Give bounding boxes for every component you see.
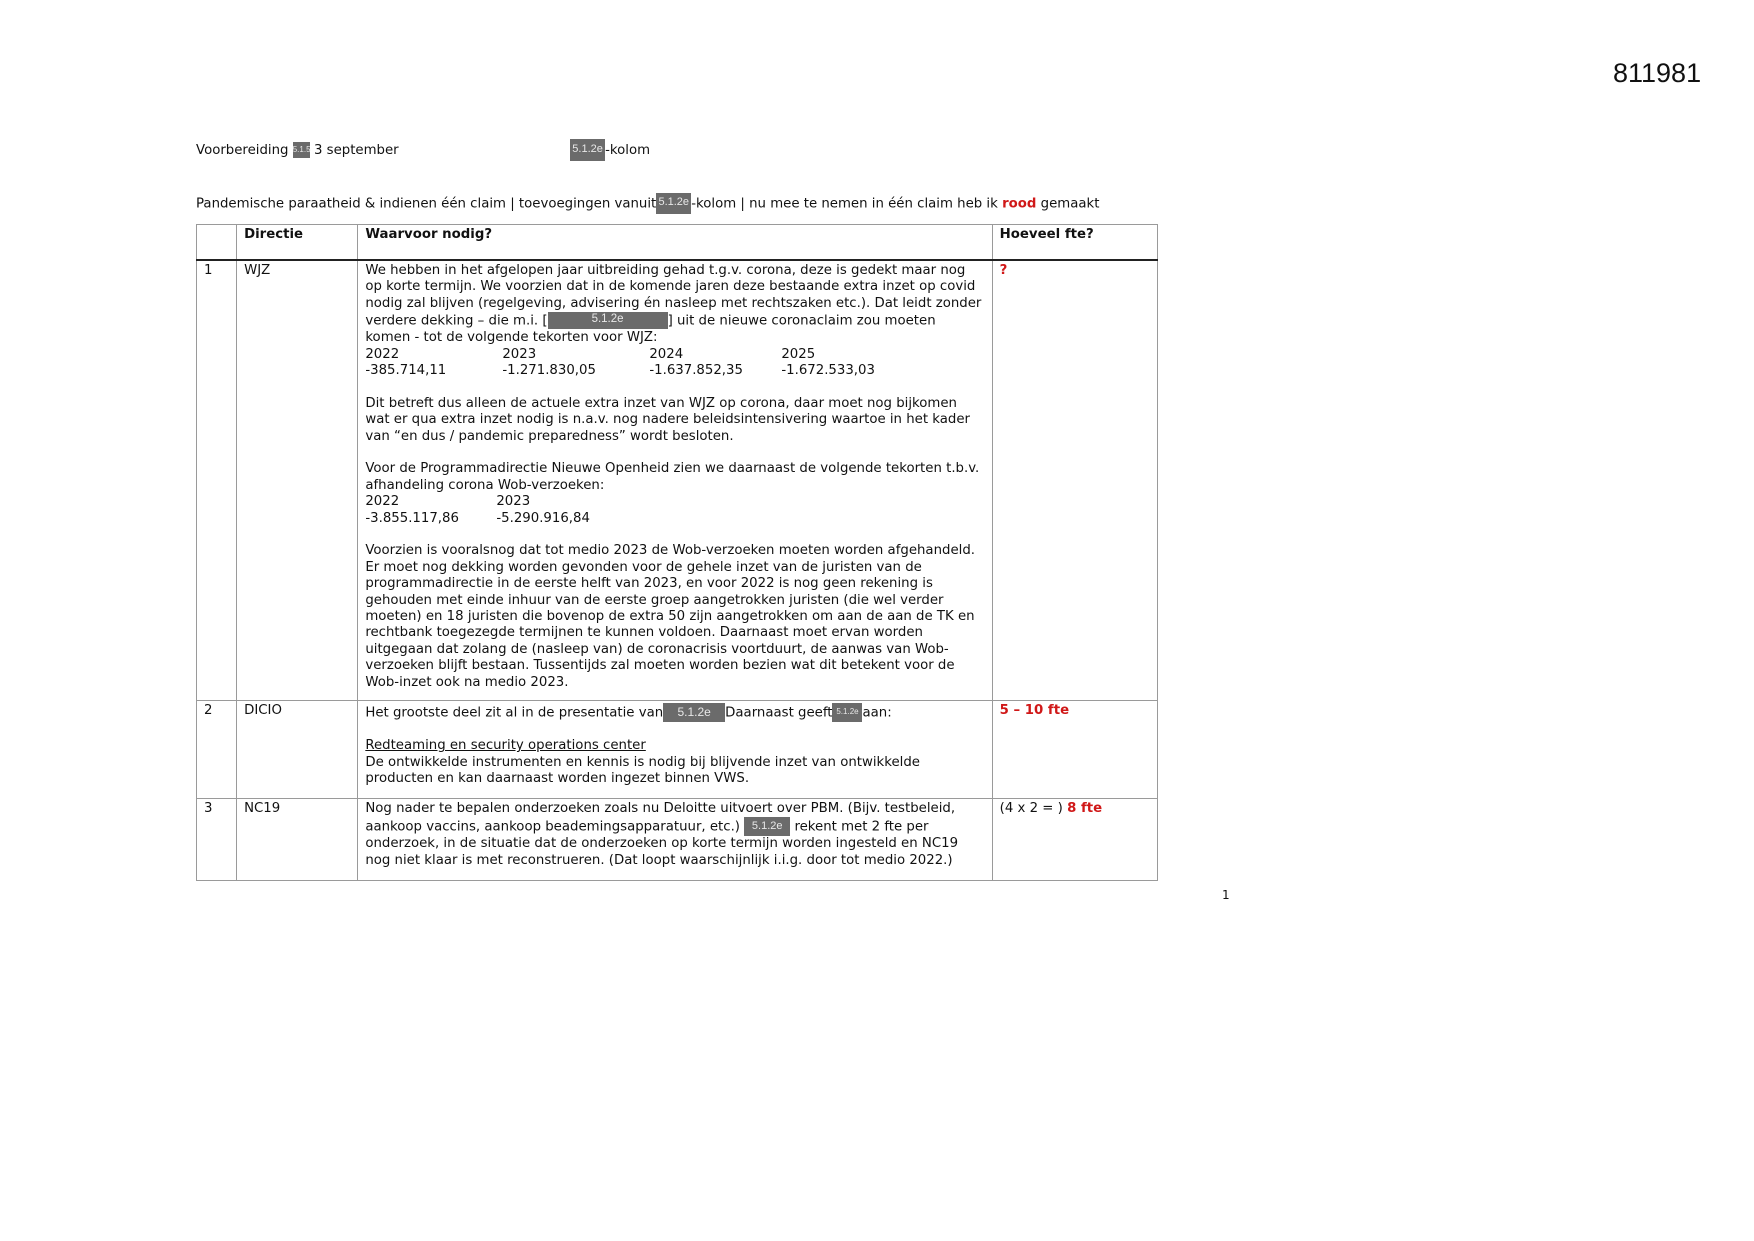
paragraph: Dit betreft dus alleen de actuele extra inzet van WJZ op corona, daar moet nog bijkomen wat er qua extra inzet nodig is n.a.v. nog nadere beleidsintensivering waartoe in het kader van “en dus / pandemic preparedness” wordt besloten.	[365, 395, 970, 444]
header-waarvoor-nodig: Waarvoor nodig?	[358, 225, 992, 261]
row-directie: NC19	[237, 799, 358, 881]
row-fte	[992, 701, 1157, 799]
document-title-line	[196, 139, 650, 161]
redaction-block: 5.1.2e	[663, 703, 725, 722]
row-number: 3	[197, 799, 237, 881]
row-fte	[992, 799, 1157, 881]
paragraph: Voor de Programmadirectie Nieuwe Openheid zien we daarnaast de volgende tekorten t.b.v. afhandeling corona Wob-verzoeken: 2022 2023 -3.855.117,86 -5.290.916,84	[365, 461, 984, 527]
header-hoeveel-fte: Hoeveel fte?	[992, 225, 1157, 261]
row-description: Nog nader te bepalen onderzoeken zoals nu Deloitte uitvoert over PBM. (Bijv. testbeleid, aankoop vaccins, aankoop beademingsapparatuur, etc.) 5.1.2e rekent met 2 fte per onderzoek, in de situatie dat de onderzoeken op korte termijn worden ingesteld en NC19 nog niet klaar is met reconstrueren. (Dat loopt waarschijnlijk i.i.g. door tot medio 2022.)	[358, 799, 992, 881]
header-directie: Directie	[237, 225, 358, 261]
page-number: 1	[1222, 888, 1230, 902]
row-directie: DICIO	[237, 701, 358, 799]
table-header-row	[197, 225, 1158, 261]
fte-value: 5 – 10 fte	[999, 703, 1070, 718]
redaction-block: 5.1.2e	[570, 139, 605, 161]
subheading: Redteaming en security operations center	[365, 738, 646, 754]
row-directie: WJZ	[237, 260, 358, 701]
document-id: 811981	[1613, 58, 1702, 88]
redaction-block: 5.1.2e	[744, 817, 790, 836]
subtitle-middle: -kolom | nu mee te nemen in één claim heb ik	[691, 196, 998, 212]
redaction-block: 5.1.2e	[656, 193, 691, 214]
title-suffix: -kolom	[605, 143, 651, 158]
claims-table	[196, 224, 1158, 881]
row-number: 2	[197, 701, 237, 799]
wob-shortfall-years: 2022 2023 -3.855.117,86 -5.290.916,84	[365, 494, 590, 526]
table-row	[197, 799, 1158, 881]
subtitle-suffix: gemaakt	[1040, 196, 1100, 212]
row-description	[358, 701, 992, 799]
table-row	[197, 701, 1158, 799]
title-date: 3 september	[313, 143, 399, 158]
row-description	[358, 260, 992, 701]
redaction-block: 5.1.2e	[832, 703, 862, 722]
paragraph: Het grootste deel zit al in de presentatie van 5.1.2e Daarnaast geeft 5.1.2e aan:	[365, 705, 892, 721]
title-prefix: Voorbereiding	[196, 143, 289, 158]
wjz-shortfall-years: 2022 2023 2024 2025 -385.714,11 -1.271.830,05 -1.637.852,35 -1.672.533,03	[365, 346, 875, 378]
subtitle-prefix: Pandemische paraatheid & indienen één claim | toevoegingen vanuit	[196, 196, 657, 212]
row-fte	[992, 260, 1157, 701]
redaction-block: 5.1.2e	[548, 312, 668, 329]
header-nr	[197, 225, 237, 261]
fte-calculation: (4 x 2 = )	[999, 801, 1063, 816]
highlight-rood: rood	[1002, 196, 1037, 212]
fte-value: ?	[999, 263, 1008, 278]
redaction-block: 5.1.5	[293, 142, 310, 158]
paragraph: We hebben in het afgelopen jaar uitbreiding gehad t.g.v. corona, deze is gedekt maar nog op korte termijn. We voorzien dat in de komende jaren deze bestaande extra inzet op covid nodig zal blijven (regelgeving, advisering én nasleep met rechtszaken etc.). Dat leidt zonder verdere dekking – die m.i. [ 5.1.2e ] uit de nieuwe coronaclaim zou moeten komen - tot de volgende tekorten voor WJZ: 2022 2023 2024 2025 -385.714,11 -1.271.830,05 -1.637.852,35 -1.672.533,03	[365, 263, 984, 379]
paragraph: Redteaming en security operations center De ontwikkelde instrumenten en kennis is nodig bij blijvende inzet van ontwikkelde producten en kan daarnaast worden ingezet binnen VWS.	[365, 738, 984, 787]
document-subtitle-line	[196, 193, 1099, 215]
table-row	[197, 260, 1158, 701]
paragraph: Voorzien is vooralsnog dat tot medio 2023 de Wob-verzoeken moeten worden afgehandeld. Er moet nog dekking worden gevonden voor de gehele inzet van de juristen van de programmadirectie in de eerste helft van 2023, en voor 2022 is nog geen rekening is gehouden met einde inhuur van de eerste groep aangetrokken juristen (die wel verder moeten) en 18 juristen die bovenop de extra 50 zijn aangetrokken om aan de aan de TK en rechtbank toegezegde termijnen te kunnen voldoen. Daarnaast moet ervan worden uitgegaan dat zolang de (nasleep van) de coronacrisis voortduurt, de aanwas van Wob-verzoeken blijft bestaan. Tussentijds zal moeten worden bezien wat dit betekent voor de Wob-inzet ook na medio 2023.	[365, 543, 975, 690]
row-number: 1	[197, 260, 237, 701]
fte-value: 8 fte	[1067, 801, 1103, 816]
